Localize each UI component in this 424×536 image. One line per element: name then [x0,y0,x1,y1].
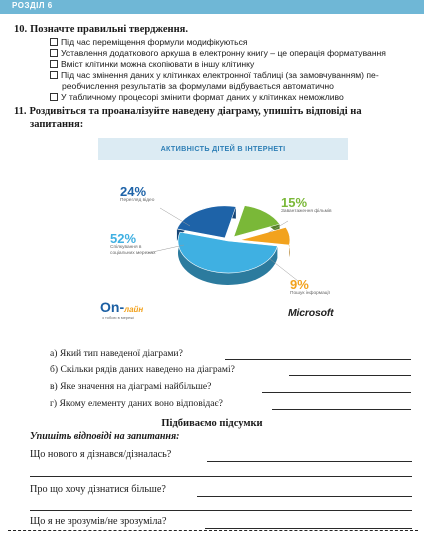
option-label: У табличному процесорі змінити формат даних у клітинках неможливо [61,92,344,102]
option-label: Під час переміщення формули модифікуються [61,37,248,47]
reflection-line-2a[interactable] [197,496,412,497]
option-label: Уставлення додаткового аркуша в електронну книгу – це операція форматування [61,48,386,58]
option-5[interactable] [50,92,344,102]
reflection-line-1b[interactable] [30,476,412,477]
reflection-line-1a[interactable] [207,461,412,462]
option-4[interactable] [50,70,379,80]
option-2[interactable] [50,48,386,58]
reflection-line-3a[interactable] [205,528,412,529]
option-4-continued [62,81,334,91]
slice-caption-9: Пошук інформації [290,291,330,296]
online-logo: On-лайн [100,299,144,315]
sub-question-b: б) Скільки рядів даних наведено на діаграмі? [50,364,235,375]
sub-question-c: в) Яке значення на діаграмі найбільше? [50,381,212,392]
section-header [0,0,424,14]
question-text: Роздивіться та проаналізуйте наведену діаграму, упишіть відповіді на [29,106,362,117]
slice-caption-52-b: соціальних мережах [110,251,156,256]
page-cut-line [8,530,418,531]
question-number: 11. [14,106,27,117]
question-number: 10. [14,24,28,35]
question-11-continued [30,118,83,131]
slice-label-24: 24% [120,184,147,199]
online-logo-tagline: з тобою в мережі [102,315,134,320]
option-label: Вміст клітинки можна скопіювати в іншу клітинку [61,59,255,69]
option-label: реобчислення результатів за формулами відбувається автоматично [62,81,334,91]
checkbox[interactable] [50,38,58,46]
section-label: РОЗДІЛ 6 [12,1,53,10]
question-10 [14,23,188,36]
question-11 [14,105,362,118]
slice-caption-24: Перегляд відео [120,198,155,203]
option-label: Під час змінення даних у клітинках електронної таблиці (за замовчуванням) пе- [61,70,379,80]
checkbox[interactable] [50,93,58,101]
sub-question-a: а) Який тип наведеної діаграми? [50,348,183,359]
slice-caption-15: Завантаження фільмів [281,209,332,214]
checkbox[interactable] [50,71,58,79]
summary-instruction: Упишіть відповіді на запитання: [30,431,180,442]
reflection-question-2: Про що хочу дізнатися більше? [30,484,166,495]
sub-question-d: г) Якому елементу даних воно відповідає? [50,398,223,409]
slice-label-52: 52% [110,231,137,246]
reflection-question-3: Що я не зрозумів/не зрозуміла? [30,516,167,527]
checkbox[interactable] [50,49,58,57]
chart-title: АКТИВНІСТЬ ДІТЕЙ В ІНТЕРНЕТІ [160,144,286,153]
microsoft-logo: Microsoft [288,307,334,319]
option-3[interactable] [50,59,254,69]
checkbox[interactable] [50,60,58,68]
answer-line-a[interactable] [225,359,411,360]
answer-line-b[interactable] [289,375,411,376]
slice-label-15: 15% [281,195,308,210]
answer-line-c[interactable] [262,392,411,393]
option-1[interactable] [50,37,248,47]
slice-caption-52-a: Спілкування в [110,245,142,250]
answer-line-d[interactable] [272,409,411,410]
question-text: Позначте правильні твердження. [30,24,188,35]
reflection-question-1: Що нового я дізнався/дізналась? [30,449,172,460]
summary-title: Підбиваємо підсумки [161,418,263,429]
leader-line [160,208,190,226]
slice-label-9: 9% [290,277,309,292]
pie-chart-figure [98,133,348,328]
reflection-line-2b[interactable] [30,510,412,511]
question-text: запитання: [30,119,84,130]
